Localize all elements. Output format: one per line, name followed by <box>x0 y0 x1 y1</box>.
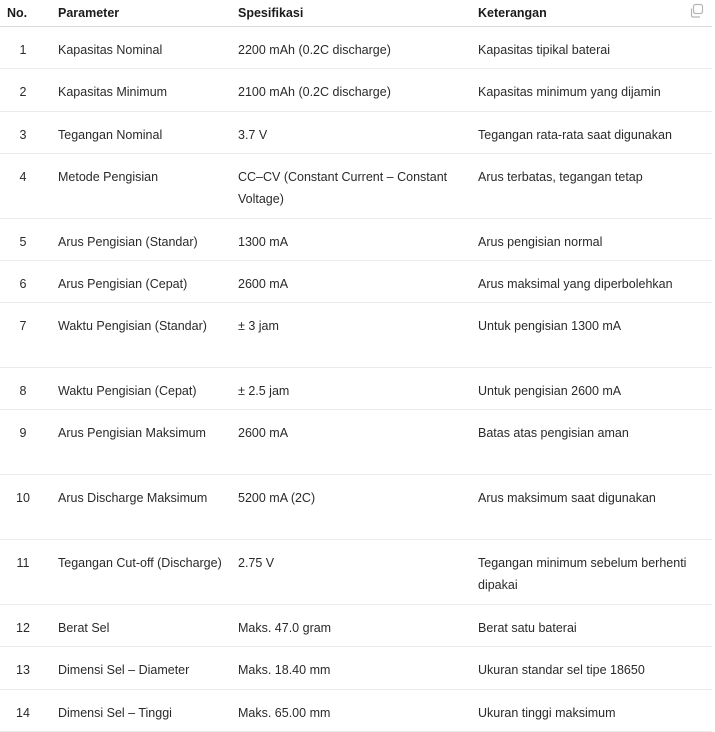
cell-keterangan: Ukuran tinggi maksimum <box>472 690 712 732</box>
cell-spesifikasi: 2.75 V <box>232 540 472 605</box>
cell-no: 12 <box>0 605 52 647</box>
header-parameter: Parameter <box>52 0 232 27</box>
cell-parameter: Dimensi Sel – Tinggi <box>52 690 232 732</box>
cell-no: 13 <box>0 647 52 690</box>
cell-parameter: Metode Pengisian <box>52 154 232 219</box>
cell-parameter: Dimensi Sel – Diameter <box>52 647 232 690</box>
cell-parameter: Arus Pengisian Maksimum <box>52 410 232 475</box>
table-header <box>0 0 712 27</box>
cell-keterangan: Arus pengisian normal <box>472 219 712 261</box>
copy-icon <box>688 2 706 20</box>
cell-spesifikasi: 2100 mAh (0.2C discharge) <box>232 69 472 112</box>
table-row <box>0 647 712 690</box>
cell-keterangan: Kapasitas minimum yang dijamin <box>472 69 712 112</box>
cell-parameter: Kapasitas Nominal <box>52 27 232 69</box>
cell-no: 9 <box>0 410 52 475</box>
cell-no: 10 <box>0 475 52 540</box>
cell-keterangan: Untuk pengisian 2600 mA <box>472 368 712 410</box>
cell-parameter: Waktu Pengisian (Cepat) <box>52 368 232 410</box>
cell-keterangan: Batas atas pengisian aman <box>472 410 712 475</box>
header-row <box>0 0 712 27</box>
table-row <box>0 690 712 732</box>
header-no: No. <box>0 0 52 27</box>
cell-no: 3 <box>0 112 52 154</box>
cell-spesifikasi: 1300 mA <box>232 219 472 261</box>
cell-keterangan: Arus maksimum saat digunakan <box>472 475 712 540</box>
copy-button[interactable] <box>688 2 706 20</box>
cell-keterangan: Ukuran standar sel tipe 18650 <box>472 647 712 690</box>
cell-no: 14 <box>0 690 52 732</box>
cell-parameter: Tegangan Cut-off (Discharge) <box>52 540 232 605</box>
cell-parameter: Arus Discharge Maksimum <box>52 475 232 540</box>
cell-spesifikasi: 3.7 V <box>232 112 472 154</box>
cell-spesifikasi: Maks. 65.00 mm <box>232 690 472 732</box>
table-row <box>0 605 712 647</box>
cell-keterangan: Kapasitas tipikal baterai <box>472 27 712 69</box>
cell-keterangan: Tegangan minimum sebelum berhenti dipakai <box>472 540 712 605</box>
cell-no: 1 <box>0 27 52 69</box>
cell-keterangan: Tegangan rata-rata saat digunakan <box>472 112 712 154</box>
cell-parameter: Arus Pengisian (Standar) <box>52 219 232 261</box>
cell-spesifikasi: 2600 mA <box>232 410 472 475</box>
table-row <box>0 112 712 154</box>
cell-spesifikasi: 5200 mA (2C) <box>232 475 472 540</box>
cell-spesifikasi: 2200 mAh (0.2C discharge) <box>232 27 472 69</box>
cell-no: 6 <box>0 261 52 303</box>
cell-parameter: Tegangan Nominal <box>52 112 232 154</box>
cell-parameter: Kapasitas Minimum <box>52 69 232 112</box>
cell-no: 4 <box>0 154 52 219</box>
table-row <box>0 368 712 410</box>
cell-keterangan: Arus terbatas, tegangan tetap <box>472 154 712 219</box>
table-body <box>0 27 712 732</box>
cell-no: 5 <box>0 219 52 261</box>
table-row <box>0 540 712 605</box>
cell-parameter: Berat Sel <box>52 605 232 647</box>
cell-parameter: Arus Pengisian (Cepat) <box>52 261 232 303</box>
table-row <box>0 69 712 112</box>
cell-keterangan: Berat satu baterai <box>472 605 712 647</box>
cell-keterangan: Untuk pengisian 1300 mA <box>472 303 712 368</box>
table-row <box>0 27 712 69</box>
table-row <box>0 475 712 540</box>
cell-no: 11 <box>0 540 52 605</box>
table-row <box>0 261 712 303</box>
cell-spesifikasi: ± 3 jam <box>232 303 472 368</box>
cell-keterangan: Arus maksimal yang diperbolehkan <box>472 261 712 303</box>
header-spesifikasi: Spesifikasi <box>232 0 472 27</box>
cell-parameter: Waktu Pengisian (Standar) <box>52 303 232 368</box>
cell-spesifikasi: Maks. 18.40 mm <box>232 647 472 690</box>
table-row <box>0 154 712 219</box>
header-keterangan: Keterangan <box>472 0 712 27</box>
cell-no: 2 <box>0 69 52 112</box>
cell-no: 7 <box>0 303 52 368</box>
table-row <box>0 410 712 475</box>
cell-spesifikasi: CC–CV (Constant Current – Constant Voltage) <box>232 154 472 219</box>
cell-spesifikasi: ± 2.5 jam <box>232 368 472 410</box>
cell-spesifikasi: Maks. 47.0 gram <box>232 605 472 647</box>
table-row <box>0 219 712 261</box>
cell-no: 8 <box>0 368 52 410</box>
table-row <box>0 303 712 368</box>
cell-spesifikasi: 2600 mA <box>232 261 472 303</box>
